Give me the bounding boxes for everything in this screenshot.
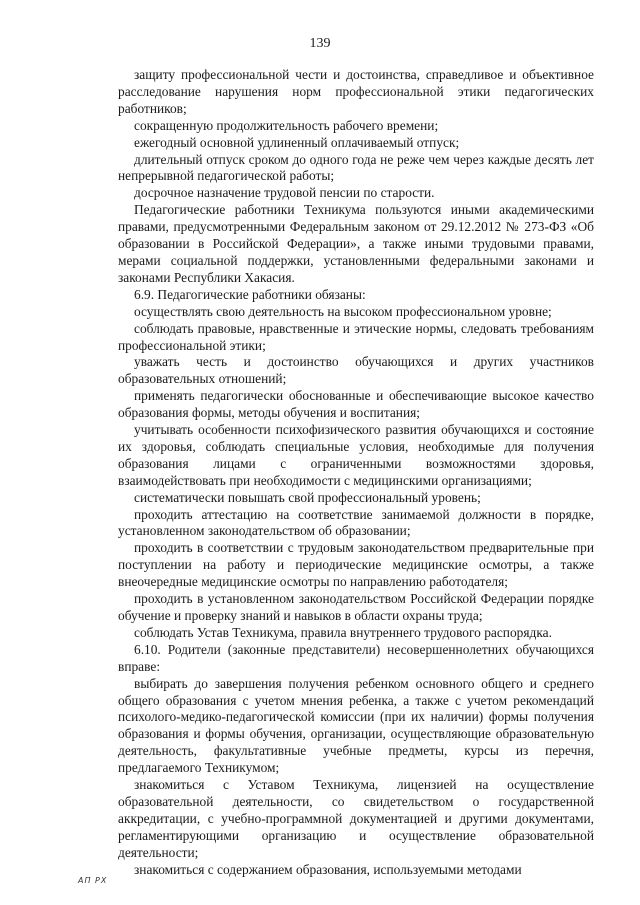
- paragraph: сокращенную продолжительность рабочего времени;: [134, 117, 439, 133]
- paragraph: знакомиться с содержанием образования, используемыми методами: [134, 861, 522, 877]
- paragraph: досрочное назначение трудовой пенсии по старости.: [134, 185, 435, 201]
- paragraph: проходить в соответствии с трудовым законодательством предварительные при поступлении на работу и периодические медицинские осмотры, а также внеочередные медицинские осмотры по направлению работодателя;: [118, 540, 594, 590]
- page-number: 139: [309, 36, 331, 51]
- paragraph: осуществлять свою деятельность на высоком профессиональном уровне;: [134, 303, 552, 319]
- section-heading: 6.10. Родители (законные представители) несовершеннолетних обучающихся вправе:: [118, 641, 594, 674]
- paragraph: проходить аттестацию на соответствие занимаемой должности в порядке, установленном законодательством об образовании;: [118, 506, 594, 539]
- paragraph: уважать честь и достоинство обучающихся и других участников образовательных отношений;: [118, 354, 594, 387]
- paragraph: защиту профессиональной чести и достоинства, справедливое и объективное расследование нарушения норм профессиональной этики педагогических работников;: [118, 67, 594, 116]
- section-heading: 6.9. Педагогические работники обязаны:: [134, 286, 366, 302]
- paragraph: соблюдать правовые, нравственные и этические нормы, следовать требованиям профессиональной этики;: [118, 320, 594, 353]
- paragraph: Педагогические работники Техникума пользуются иными академическими правами, предусмотренными Федеральным законом от 29.12.2012 № 273-ФЗ «Об образовании в Российской Федерации», а также иными трудовыми правами, мерами социальной поддержки, установленными федеральными законами и законами Республики Хакасия.: [118, 202, 594, 285]
- paragraph: знакомиться с Уставом Техникума, лицензией на осуществление образовательной деятельности, со свидетельством о государственной аккредитации, с учебно-программной документацией и другими документами, регламентирующими организацию и осуществление образовательной деятельности;: [118, 777, 594, 860]
- archive-stamp: АП РХ: [78, 876, 108, 885]
- document-body: [118, 67, 594, 879]
- paragraph: проходить в установленном законодательством Российской Федерации порядке обучение и проверку знаний и навыков в области охраны труда;: [118, 591, 594, 623]
- paragraph: длительный отпуск сроком до одного года не реже чем через каждые десять лет непрерывной педагогической работы;: [118, 151, 594, 184]
- paragraph: соблюдать Устав Техникума, правила внутреннего трудового распорядка.: [134, 624, 552, 640]
- paragraph: применять педагогически обоснованные и обеспечивающие высокое качество образования формы, методы обучения и воспитания;: [118, 388, 594, 421]
- paragraph: систематически повышать свой профессиональный уровень;: [134, 489, 481, 505]
- paragraph: ежегодный основной удлиненный оплачиваемый отпуск;: [134, 134, 460, 150]
- paragraph: учитывать особенности психофизического развития обучающихся и состояние их здоровья, соблюдать специальные условия, необходимые для получения образования лицами с ограниченными возможностями здоровья, взаимодействовать при необходимости с медицинскими организациями;: [118, 422, 594, 488]
- paragraph: выбирать до завершения получения ребенком основного общего и среднего общего образования с учетом мнения ребенка, а также с учетом рекомендаций психолого-медико-педагогической комиссии (при их наличии) формы получения образования и формы обучения, организации, осуществляющие образовательную деятельность, факультативные учебные предметы, курсы из перечня, предлагаемого Техникумом;: [118, 675, 594, 776]
